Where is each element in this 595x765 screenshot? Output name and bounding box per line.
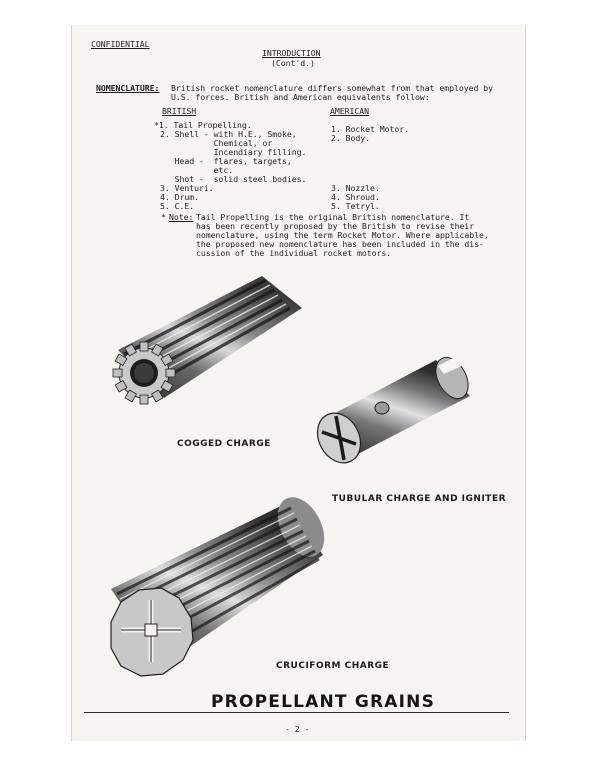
- british-item-3: 3. Venturi.: [160, 183, 214, 193]
- british-item-4: 4. Drum.: [160, 192, 200, 202]
- american-item-3: 3. Nozzle.: [331, 183, 380, 193]
- note-line-1: Tail Propelling is the original British nomenclature. It: [196, 212, 470, 222]
- american-item-2: 2. Body.: [331, 133, 371, 143]
- tubular-charge-caption: TUBULAR CHARGE AND IGNITER: [332, 494, 507, 504]
- note-asterisk: *: [161, 212, 166, 222]
- figure-title: PROPELLANT GRAINS: [211, 692, 436, 712]
- cogged-charge-caption: COGGED CHARGE: [177, 439, 271, 449]
- tubular-charge-illustration: [314, 352, 476, 470]
- note-line-3: nomenclature, using the term Rocket Motor. Where applicable,: [196, 230, 489, 240]
- cruciform-charge-illustration: [103, 497, 327, 681]
- american-column-header: AMERICAN: [330, 106, 370, 116]
- footer-rule: [84, 712, 509, 713]
- note-line-2: has been recently proposed by the British to revise their: [196, 221, 475, 231]
- british-item-2: 2. Shell - with H.E., Smoke,: [160, 129, 297, 139]
- note-label: Note:: [169, 212, 194, 222]
- british-item-1: *1. Tail Propelling.: [154, 120, 252, 130]
- british-item-shot: Shot - solid steel bodies.: [160, 174, 307, 184]
- american-item-4: 4. Shroud.: [331, 192, 380, 202]
- note-line-4: the proposed new nomenclature has been included in the dis-: [196, 239, 484, 249]
- british-item-5: 5. C.E.: [160, 201, 195, 211]
- british-item-head: Head - flares, targets,: [160, 156, 292, 166]
- note-line-5: cussion of the individual rocket motors.: [196, 248, 392, 258]
- nomenclature-label: NOMENCLATURE:: [96, 83, 160, 93]
- nomenclature-text-line-1: British rocket nomenclature differs somewhat from that employed by: [171, 83, 494, 93]
- british-item-2-line-3: Incendiary filling.: [160, 147, 307, 157]
- section-subtitle: (Cont'd.): [271, 58, 315, 68]
- british-item-head-line-2: etc.: [160, 165, 234, 175]
- british-item-2-line-2: Chemical, or: [160, 138, 273, 148]
- cogged-charge-illustration: [112, 268, 308, 428]
- classification-mark: CONFIDENTIAL: [91, 39, 150, 49]
- page-number: - 2 -: [285, 724, 310, 734]
- section-title: INTRODUCTION: [262, 48, 321, 58]
- american-item-1: 1. Rocket Motor.: [331, 124, 410, 134]
- cruciform-charge-caption: CRUCIFORM CHARGE: [276, 661, 390, 671]
- nomenclature-text-line-2: U.S. forces. British and American equivalents follow:: [171, 92, 430, 102]
- american-item-5: 5. Tetryl.: [331, 201, 380, 211]
- british-column-header: BRITISH: [162, 106, 197, 116]
